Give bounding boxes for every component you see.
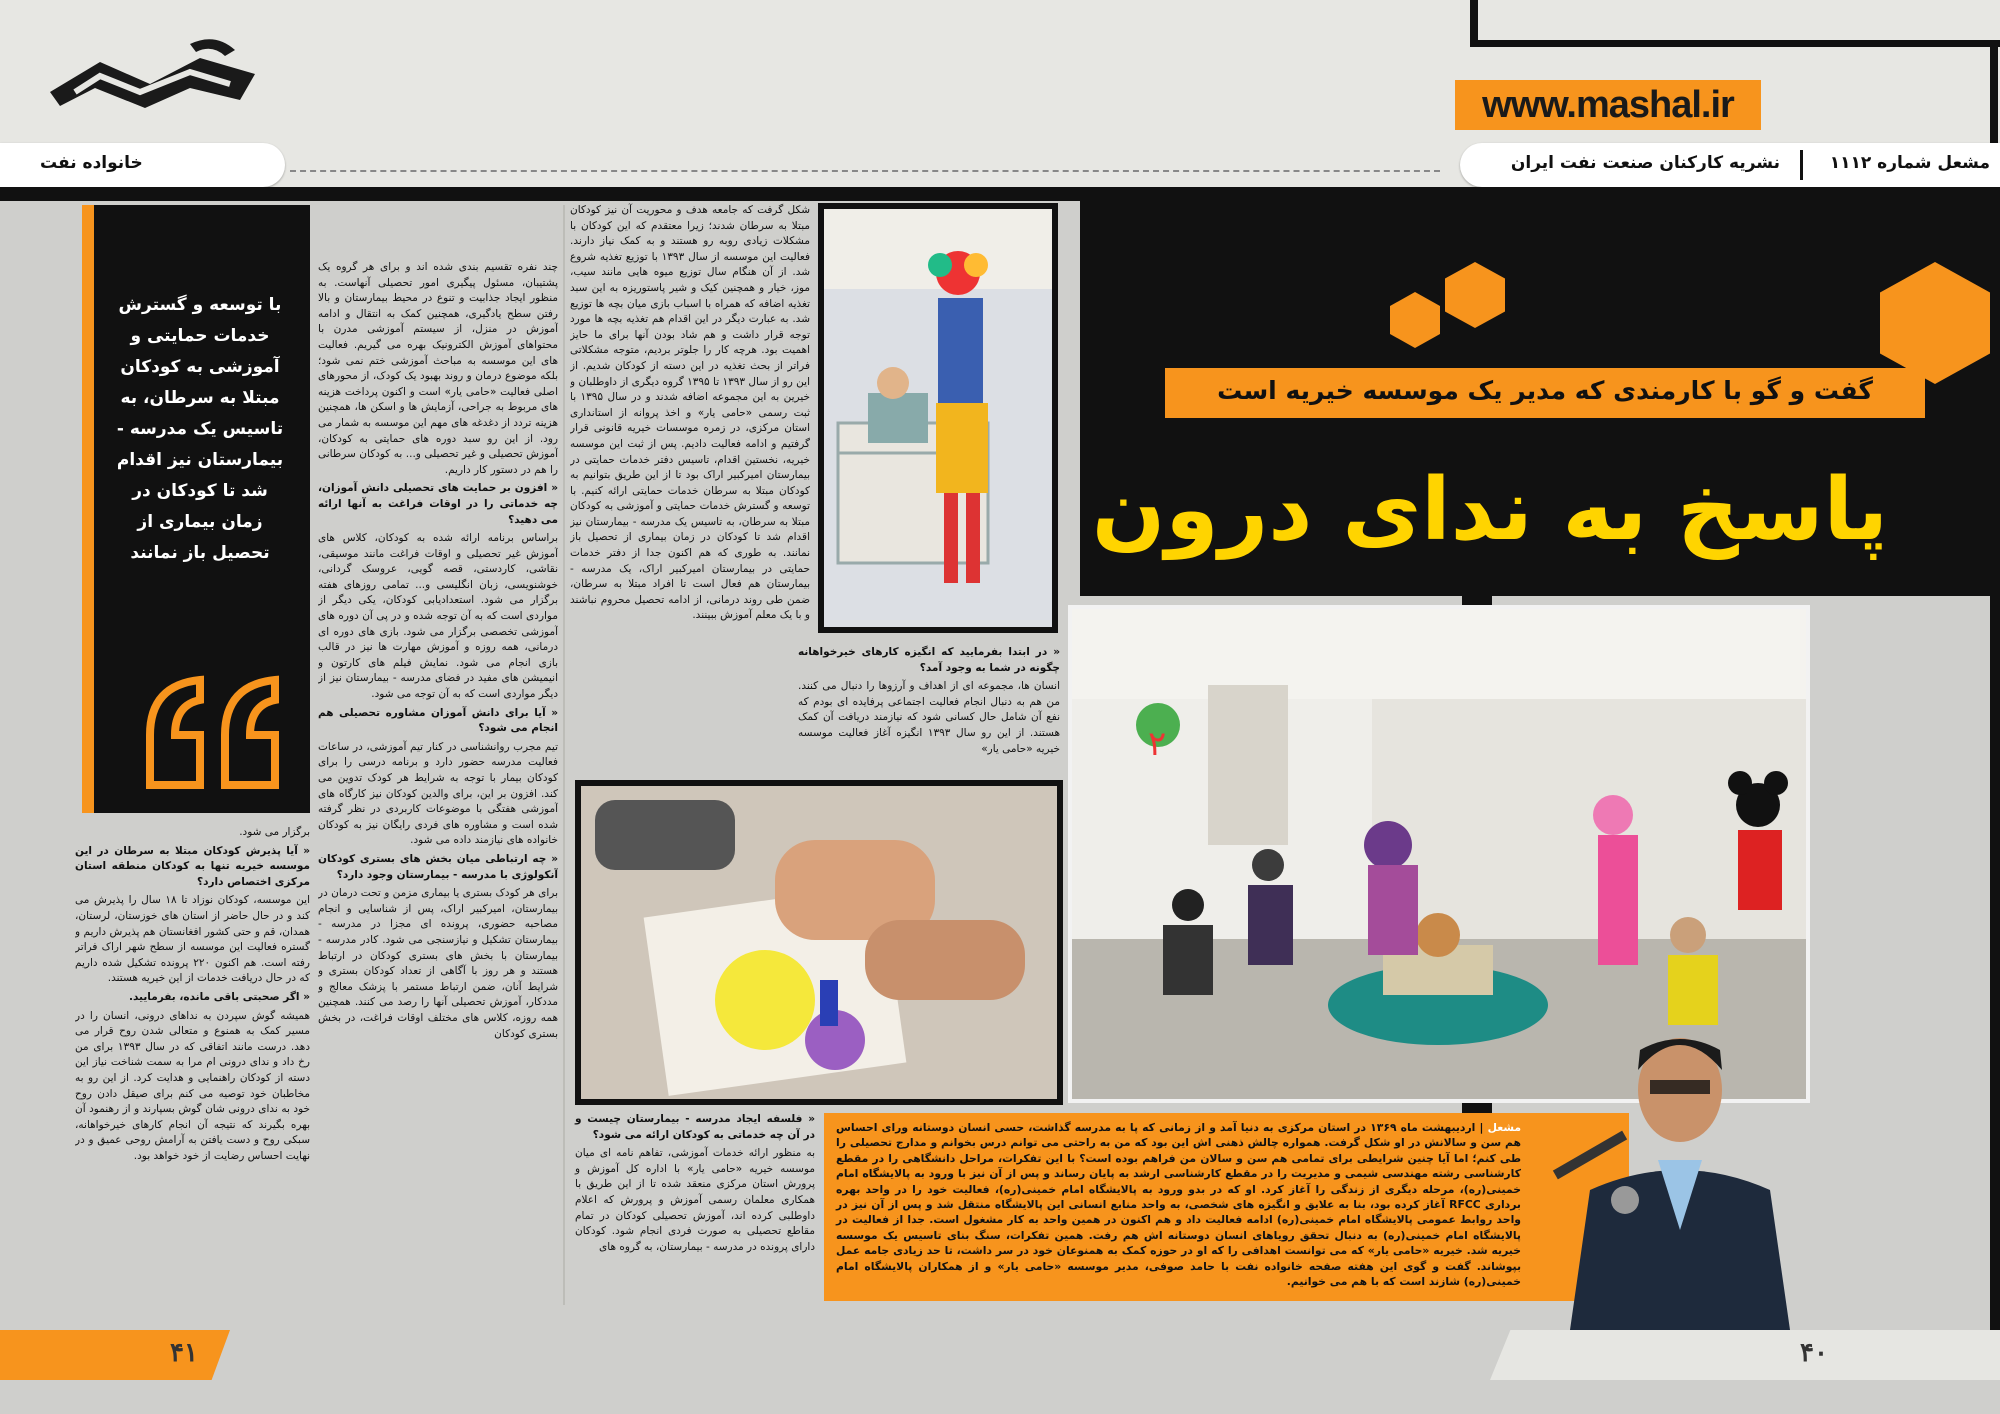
photo-clown-frame bbox=[818, 203, 1058, 633]
page-gutter bbox=[563, 205, 565, 1305]
svg-text:٢: ٢ bbox=[1148, 724, 1167, 764]
article-subtitle: گفت و گو با کارمندی که مدیر یک موسسه خیریه است bbox=[1217, 376, 1873, 405]
question-icon: « bbox=[297, 844, 310, 857]
publication-name: نشریه کارکنان صنعت نفت ایران bbox=[1510, 153, 1780, 173]
pull-quote: با توسعه و گسترش خدمات حمایتی و آموزشی به کودکان مبتلا به سرطان، به تاسیس یک مدرسه - بیمارستان نیز اقدام شد تا کودکان در زمان بیماری از تحصیل باز نمانند bbox=[116, 295, 284, 563]
pull-quote-accent bbox=[82, 205, 94, 813]
article-title: پاسخ به ندای درون bbox=[1091, 460, 1889, 560]
photo-craft-frame bbox=[575, 780, 1063, 1105]
answer: این موسسه، کودکان نوزاد تا ۱۸ سال را پذیرش می کند و در حال حاضر از استان های خوزستان، لرستان، همدان، قم و حتی کشور افغانستان هم پذیرش داریم و گستره فعالیت این موسسه از سطح شهر اراک فراتر رفته است. هم اکنون ۲۲۰ پرونده تشکیل شده داریم که در حال دریافت خدمات از این خیریه هستند. bbox=[75, 894, 310, 985]
column-middle bbox=[318, 260, 558, 1300]
answer: براساس برنامه ارائه شده به کودکان، کلاس های آموزش غیر تحصیلی و اوقات فراغت مانند موسیقی، نقاشی، کاردستی، قصه گویی، عروسک گردانی، خوشنویسی، زبان انگلیسی و... تمامی روزهای هفته برگزار می شود. استعدادیابی کودکان، یکی دیگر از مواردی است که به آن توجه شده و در پی آن دوره های آموزشی تخصصی برگزار می شود. بازی های دوره ای درمانی، همه روزه و آموزش مهارت ها نیز در قالب بازی انجام می شود. نمایش فیلم های کارتون و انیمیشن های مفید در فضای مدرسه - بیمارستان نیز از دیگر مواردی است که به آن توجه می شود. bbox=[318, 532, 558, 701]
question: افزون بر حمایت های تحصیلی دانش آموزان، چه خدماتی را در اوقات فراغت به آنها ارائه می دهید؟ bbox=[318, 482, 558, 526]
question-icon: « bbox=[547, 482, 558, 495]
answer: به منظور ارائه خدمات آموزشی، تفاهم نامه ای میان موسسه خیریه «حامی یار» با اداره کل آموزش و پرورش استان مرکزی منعقد شده تا از این طریق با همکاری معلمان رسمی آموزش و پرورش که اعلام داوطلبی کرده اند، آموزش تحصیلی کودکان در تمام مقاطع تحصیلی به صورت فردی انجام شود. کودکان دارای پرونده در مدرسه - بیمارستان، به گروه های bbox=[575, 1147, 815, 1253]
dashed-divider bbox=[290, 170, 1440, 172]
answer: شکل گرفت که جامعه هدف و محوریت آن نیز کودکان مبتلا به سرطان شدند؛ زیرا معتقدم که این کودکان با مشکلات زیادی روبه رو هستند و به کمک نیاز دارند. فعالیت این موسسه از سال ۱۳۹۳ با توزیع تغذیه شروع شد. از آن هنگام سال توزیع میوه هایی مانند سیب، موز، خیار و همچنین کیک و شیر پاستوریزه به این سبد تغذیه اضافه که همراه با اسباب بازی میان بچه ها توزیع شد. به عبارت دیگر در این اقدام هم تغذیه بچه ها مورد توجه قرار داشت و هم شاد بودن آنها برای ما حایز اهمیت بود. هرچه کار را جلوتر بردیم، متوجه مشکلاتی فراتر از بحث تغذیه در این دسته از کودکان شدیم. از این رو از سال ۱۳۹۳ تا ۱۳۹۵ گروه دیگری از داوطلبان و خیرین به این مجموعه اضافه شدند و در سال ۱۳۹۵ با ثبت رسمی «حامی یار» و اخذ پروانه از استانداری استان مرکزی، در زمره موسسات خیریه قانونی قرار گرفتیم و ادامه فعالیت دادیم. پس از ثبت این موسسه خیریه، نخستین اقدام، تاسیس دفتر خدمات حمایتی در بیمارستان امیرکبیر اراک بود تا از این طریق بتوانیم به کودکان مبتلا به سرطان خدمات حمایتی ارائه کنیم. با توسعه و گسترش خدمات حمایتی و آموزشی به کودکان مبتلا به سرطان، به تاسیس یک مدرسه - بیمارستان نیز اقدام شد تا کودکان در زمان بیماری از تحصیل باز نمانند. به طوری که هم اکنون جدا از دفتر خدمات حمایتی در بیمارستان امیرکبیر اراک، یک مدرسه - بیمارستان هم فعال است تا افراد مبتلا به سرطان، ضمن طی روند درمانی، از ادامه تحصیل محروم نباشند و با یک معلم آموزش ببینند. bbox=[570, 204, 810, 622]
question-icon: « bbox=[299, 990, 310, 1003]
photo-craft bbox=[575, 780, 1063, 1105]
answer: برای هر کودک بستری یا بیماری مزمن و تحت درمان در بیمارستان، امیرکبیر اراک، پس از شناسایی و انجام مصاحبه حضوری، پرونده ای مجزا در مدرسه - بیمارستان تشکیل و نیازسنجی می شود. کادر مدرسه - بیمارستان با بخش های بستری کودکان در ارتباط هستند و هر روز با آگاهی از تعداد کودکان بستری و شرایط آنان، ضمن ارتباط مستمر با پزشک معالج و مددکار، آموزش تحصیلی آنها را رصد می کنند. همچنین همه روزه، کلاس های مختلف اوقات فراغت، در بخش بستری کودکان bbox=[318, 887, 558, 1040]
column-right-b bbox=[570, 203, 810, 773]
footer-tab-right bbox=[1490, 1330, 2000, 1380]
answer: تیم مجرب روانشناسی در کنار تیم آموزشی، در ساعات فعالیت مدرسه حضور دارد و برنامه درسی را برای کودکان بیمار با توجه به شرایط هر کودک تدوین می کند. افزون بر این، برای والدین کودکان نیز کارگاه های آموزشی هفتگی با موضوعات کاربردی در نظر گرفته شده است و مشاوره های فردی رایگان نیز به کودکان خانواده های نیازمند داده می شود. bbox=[318, 740, 558, 847]
question: در ابتدا بفرمایید که انگیزه کارهای خیرخواهانه چگونه در شما به وجود آمد؟ bbox=[798, 646, 1060, 674]
column-left bbox=[75, 825, 310, 1305]
question: آیا برای دانش آموزان مشاوره تحصیلی هم انجام می شود؟ bbox=[318, 706, 558, 735]
mashal-logo bbox=[40, 22, 270, 122]
pill-separator bbox=[1800, 150, 1803, 180]
lead-text-block bbox=[836, 1120, 1521, 1296]
question: آیا پذیرش کودکان مبتلا به سرطان در این موسسه خیریه تنها به کودکان منطقه استان مرکزی اختصاص دارد؟ bbox=[75, 844, 310, 888]
question-icon: « bbox=[802, 1113, 815, 1125]
question: چه ارتباطی میان بخش های بستری کودکان آنکولوژی با مدرسه - بیمارستان وجود دارد؟ bbox=[318, 852, 558, 881]
quote-mark-icon bbox=[140, 675, 290, 795]
photo-speaker bbox=[1530, 1000, 1790, 1330]
question-icon: « bbox=[1047, 646, 1060, 658]
question: اگر صحبتی باقی مانده، بفرمایید. bbox=[128, 990, 300, 1003]
question-icon: « bbox=[545, 706, 558, 719]
answer: همیشه گوش سپردن به نداهای درونی، انسان را در مسیر کمک به همنوع و متعالی شدن روح قرار می دهد. درست مانند اتفاقی که در سال ۱۳۹۳ برای من رخ داد و ندای درونی ام مرا به سمت شناخت نیاز این دسته از کودکان راهنمایی و هدایت کرد. از این رو به مخاطبان خود توصیه می کنم برای صیقل دادن روح خود به ندای درونی شان گوش بسپارند و از رهنمود آن بهره بگیرند که نتیجه آن انجام کارهای خیرخواهانه، سبکی روح و دست یافتن به آرامش روحی عمیق و در نهایت احساس رضایت از خود خواهد بود. bbox=[75, 1009, 310, 1162]
lead-label: مشعل bbox=[1487, 1121, 1522, 1134]
website-url[interactable]: www.mashal.ir bbox=[1482, 84, 1734, 126]
frame-line bbox=[1470, 40, 2000, 47]
page-number-right: ۴۰ bbox=[1800, 1337, 1828, 1367]
section-label: خانواده نفت bbox=[40, 153, 143, 173]
answer: چند نفره تقسیم بندی شده اند و برای هر گروه یک پشتیبان، مسئول پیگیری امور تحصیلی آنهاست. به منظور ایجاد جذابیت و تنوع در محیط بیمارستان و بالا رفتن سطح یادگیری، همچنین کمک به انتقال و ادامه آموزش در منزل، از سیستم آموزشی مدرن با محتواهای آموزش الکترونیک بهره می گیریم. فعالیت های این موسسه به مباحث آموزشی ختم نمی شود؛ بلکه موضوع درمان و روند بهبود یک کودک، از محورهای اصلی فعالیت «حامی یار» است و اکنون پرداخت هزینه های مربوط به جراحی، آزمایش ها و اسکن ها، همچنین هزینه تردد از دغدغه های مهم این موسسه به شمار می رود. از این رو سبد دوره های حمایتی به کودکان، آموزش تحصیلی و غیر تحصیلی و... به کودکان سرطانی را هم در دستور کار داریم. bbox=[318, 261, 558, 476]
photo-clown bbox=[818, 203, 1058, 633]
answer: برگزار می شود. bbox=[239, 826, 310, 838]
page-number-left: ۴۱ bbox=[170, 1337, 198, 1367]
issue-number: مشعل شماره ۱۱۱۲ bbox=[1829, 153, 1990, 173]
column-right-c bbox=[575, 1112, 815, 1258]
answer: انسان ها، مجموعه ای از اهداف و آرزوها را دنبال می کنند. من هم به دنبال انجام فعالیت اجتماعی پرفایده ای بودم که نفع آن شامل حال کسانی شود که نیازمند دریافت آن کمک هستند. از این رو سال ۱۳۹۳ انگیزه آغاز فعالیت موسسه خیریه «حامی یار» bbox=[798, 680, 1060, 755]
question: فلسفه ایجاد مدرسه - بیمارستان چیست و در آن چه خدماتی به کودکان ارائه می شود؟ bbox=[575, 1113, 815, 1141]
question-icon: « bbox=[546, 852, 558, 865]
column-right-a bbox=[798, 645, 1060, 760]
frame-line bbox=[1470, 0, 1478, 44]
lead-text: | اردیبهشت ماه ۱۳۶۹ در استان مرکزی به دنیا آمد و از زمانی که پا به مدرسه گذاشت، حسی انسان دوستانه ورای احساس هم سن و سالانش در او شکل گرفت. همواره چالش ذهنی اش این بود که من به راحتی می توانم درس بخوانم و مدارج تحصیلی را طی کنم؛ اما آیا چنین شرایطی برای تمامی هم سن و سالان من فراهم بوده است؟ با این تفکرات، مراحل دانشگاهی را در مقطع کارشناسی رشته مهندسی شیمی و مدیریت را در مقطع کارشناسی ارشد به پایان رساند و پس از آن نیز با ورود به پالایشگاه امام خمینی(ره)، مرحله دیگری از زندگی را آغاز کرد. او که در بدو ورود به پالایشگاه امام خمینی(ره)، فعالیت خود را در واحد بهره برداری RFCC آغاز کرده بود، بنا به علایق و انگیزه های شخصی، به واحد منابع انسانی این پالایشگاه منتقل شد و پس از آن نیز در واحد روابط عمومی پالایشگاه امام خمینی(ره) ادامه فعالیت داد و هم اکنون در همین واحد به کار مشغول است. جدا از فعالیت در پالایشگاه امام خمینی(ره) به دنبال تحقق رویاهای انسان دوستانه اش هم رفت. همین تفکرات، سنگ بنای تاسیس یک موسسه خیریه شد. خیریه «حامی یار» که می توانست اهدافی را که او در حوزه کمک به همنوعان خود در سر داشت، تا حد زیادی جامه عمل بپوشاند. گفت و گوی این هفته صفحه خانواده نفت با حامد صوفی، مدیر موسسه «حامی یار» و از همکاران پالایشگاه امام خمینی(ره) شازند است که با هم می خوانیم. bbox=[836, 1121, 1521, 1289]
